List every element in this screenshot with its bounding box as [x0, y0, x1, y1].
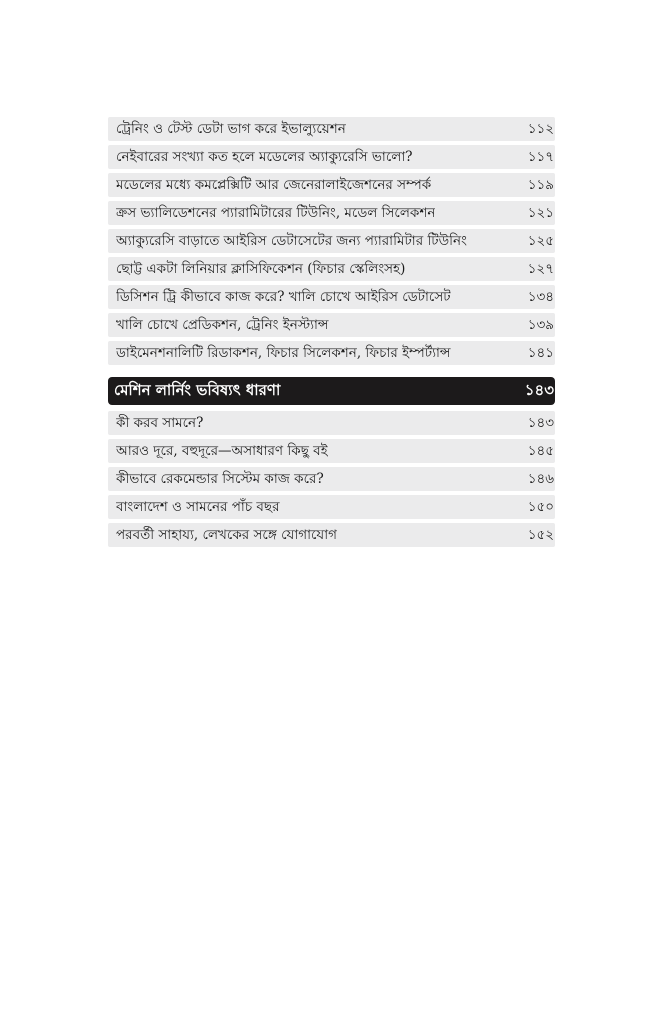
entry-title: নেইবারের সংখ্যা কত হলে মডেলের অ্যাক্যুরেসি ভালো? [116, 148, 413, 165]
entry-page: ১৪৩ [527, 414, 554, 431]
entry-page: ১৪৫ [527, 442, 554, 459]
entry-page: ১২১ [527, 204, 554, 221]
entry-title: অ্যাক্যুরেসি বাড়াতে আইরিস ডেটাসেটের জন্য প্যারামিটার টিউনিং [116, 232, 467, 249]
toc-entry[interactable] [108, 439, 555, 463]
entry-page: ১২৫ [527, 232, 554, 249]
entry-title: খালি চোখে প্রেডিকশন, ট্রেনিং ইনস্ট্যান্স [116, 316, 329, 333]
entry-title: ক্রস ভ্যালিডেশনের প্যারামিটারের টিউনিং, মডেল সিলেকশন [116, 204, 436, 221]
chapter-heading[interactable] [108, 377, 555, 405]
entry-page: ১৪১ [527, 344, 554, 361]
entry-title: মডেলের মধ্যে কমপ্লেক্সিটি আর জেনেরালাইজেশনের সম্পর্ক [116, 176, 432, 193]
toc-entry[interactable] [108, 229, 555, 253]
toc-entry[interactable] [108, 117, 555, 141]
entry-title: বাংলাদেশ ও সামনের পাঁচ বছর [116, 498, 280, 515]
toc-entry[interactable] [108, 145, 555, 169]
entry-page: ১২৭ [527, 260, 554, 277]
entry-page: ১৩৯ [527, 316, 554, 333]
toc-entry[interactable] [108, 411, 555, 435]
toc-entry[interactable] [108, 173, 555, 197]
toc-entry[interactable] [108, 313, 555, 337]
entry-title: কী করব সামনে? [116, 414, 204, 431]
chapter-page: ১৪৩ [524, 380, 554, 399]
entry-page: ১৫০ [527, 498, 554, 515]
entry-page: ১৫২ [527, 526, 554, 543]
entry-title: ছোট্ট একটা লিনিয়ার ক্লাসিফিকেশন (ফিচার স্কেলিংসহ) [116, 260, 406, 277]
entry-title: পরবর্তী সাহায্য, লেখকের সঙ্গে যোগাযোগ [116, 526, 337, 543]
toc-entry[interactable] [108, 201, 555, 225]
toc-entry[interactable] [108, 495, 555, 519]
entry-title: আরও দূরে, বহুদূরে—অসাধারণ কিছু বই [116, 442, 328, 459]
entry-title: কীভাবে রেকমেন্ডার সিস্টেম কাজ করে? [116, 470, 324, 487]
toc-entry[interactable] [108, 341, 555, 365]
entry-page: ১১৯ [527, 176, 554, 193]
toc-entry[interactable] [108, 257, 555, 281]
chapter-title: মেশিন লার্নিং ভবিষ্যৎ ধারণা [114, 380, 281, 399]
entry-title: ডিসিশন ট্রি কীভাবে কাজ করে? খালি চোখে আইরিস ডেটাসেট [116, 288, 451, 305]
entry-page: ১১৭ [527, 148, 554, 165]
entry-page: ১৩৪ [527, 288, 554, 305]
entry-page: ১৪৬ [527, 470, 554, 487]
toc-entry[interactable] [108, 285, 555, 309]
entry-title: ট্রেনিং ও টেস্ট ডেটা ভাগ করে ইভাল্যুয়েশন [116, 120, 346, 137]
table-of-contents [108, 117, 555, 551]
toc-entry[interactable] [108, 467, 555, 491]
toc-entry[interactable] [108, 523, 555, 547]
entry-title: ডাইমেনশনালিটি রিডাকশন, ফিচার সিলেকশন, ফিচার ইম্পর্ট্যান্স [116, 344, 451, 361]
entry-page: ১১২ [527, 120, 554, 137]
